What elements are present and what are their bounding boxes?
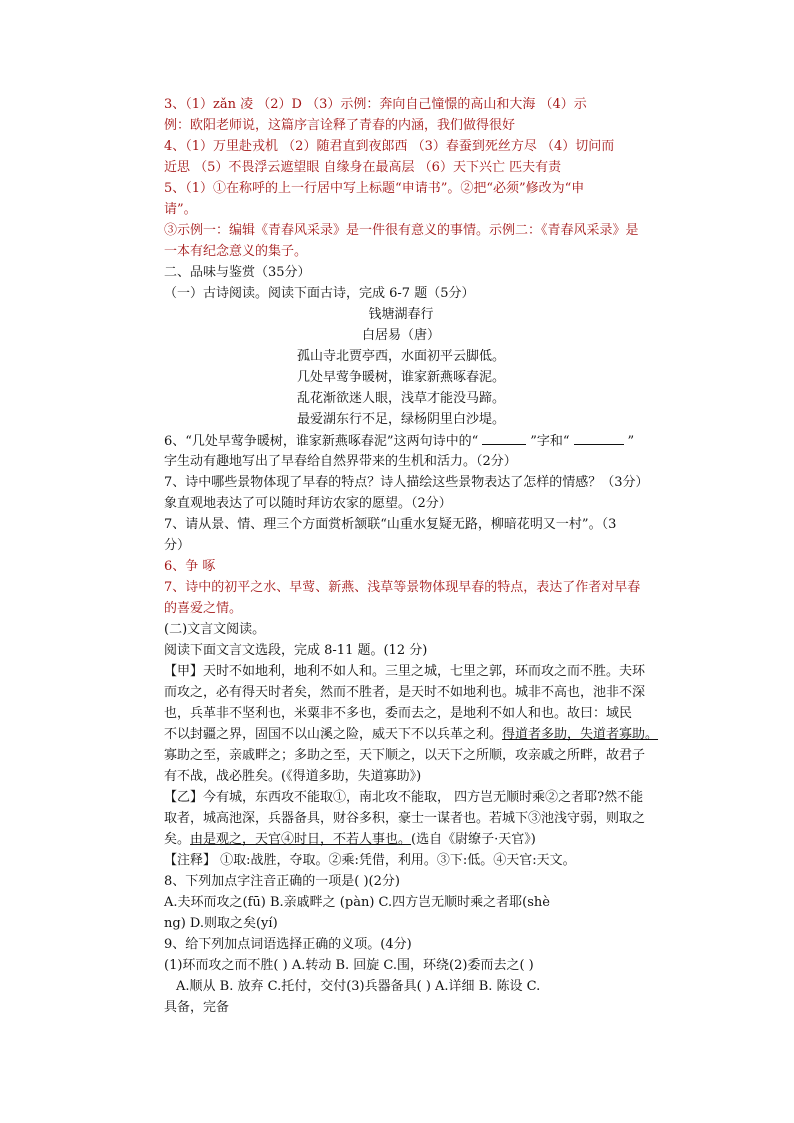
answer-5-line3: ③示例一：编辑《青春风采录》是一件很有意义的事情。示例二：《青春风采录》是: [164, 223, 639, 238]
question-8-options: A.夫环而攻之(fū) B.亲戚畔之 (pàn) C.四方岂无顺时乘之者耶(shè: [164, 895, 550, 910]
passage-jia-line: 有不战，战必胜矣。(《得道多助，失道寡助》): [164, 769, 422, 784]
underlined-sentence: 由是观之，天官④时日，不若人事也。: [190, 832, 412, 847]
answer-7-line2: 的喜爱之情。: [164, 601, 243, 616]
answer-7-line1: 7、诗中的初平之水、早莺、新燕、浅草等景物体现早春的特点，表达了作者对早春: [164, 580, 641, 595]
answer-3-line2: 例：欧阳老师说，这篇序言诠释了青春的内涵，我们做得很好: [164, 118, 516, 133]
question-6-line1: 6、“几处早莺争暖树，谁家新燕啄春泥”这两句诗中的“ ”字和“ ”: [164, 434, 635, 449]
answer-blank-2[interactable]: [574, 432, 624, 445]
question-7b-line1: 7、请从景、情、理三个方面赏析颔联“山重水复疑无路，柳暗花明又一村”。（3: [164, 517, 617, 532]
passage-jia-line: 寡助之至，亲戚畔之；多助之至，天下顺之，以天下之所顺，攻亲戚之所畔，故君子: [164, 748, 646, 763]
poem-line: 乱花渐欲迷人眼，浅草才能没马蹄。: [296, 391, 505, 406]
passage-jia-line: 也，兵革非不坚利也，米粟非不多也，委而去之，是地利不如人和也。故曰：域民: [164, 706, 633, 721]
question-8: 8、下列加点字注音正确的一项是( )(2分): [164, 874, 400, 889]
classical-intro: 阅读下面文言文选段，完成 8-11 题。(12 分): [164, 643, 428, 658]
passage-jia-line: 【甲】天时不如地利，地利不如人和。三里之城，七里之郭，环而攻之而不胜。夫环: [164, 664, 646, 679]
question-7-note: 象直观地表达了可以随时拜访农家的愿望。（2分）: [164, 496, 452, 511]
poem-title: 钱塘湖春行: [368, 307, 434, 322]
question-7b-line2: 分）: [164, 538, 191, 553]
answer-5-line4: 一本有纪念意义的集子。: [164, 244, 308, 259]
poem-line: 孤山寺北贾亭西，水面初平云脚低。: [296, 349, 505, 364]
poem-line: 几处早莺争暖树，谁家新燕啄春泥。: [296, 370, 505, 385]
answer-blank-1[interactable]: [482, 432, 526, 445]
section-heading: 二、品味与鉴赏（35分）: [164, 265, 311, 280]
annotations: 【注释】 ①取:战胜，夺取。②乘:凭借，利用。③下:低。④天官:天文。: [164, 853, 576, 868]
answer-4-line1: 4、（1）万里赴戎机 （2）随君直到夜郎西 （3）春蚕到死丝方尽 （4）切问而: [164, 139, 615, 154]
poem-line: 最爱湖东行不足，绿杨阴里白沙堤。: [296, 412, 505, 427]
poem-author: 白居易（唐）: [361, 328, 440, 343]
subsection-heading: （一）古诗阅读。阅读下面古诗，完成 6-7 题（5分）: [164, 286, 475, 301]
answer-3-line1: 3、（1）zǎn 凌 （2）D （3）示例：奔向自己憧憬的高山和大海 （4）示: [164, 97, 587, 112]
passage-yi-line: 矣。由是观之，天官④时日，不若人事也。(选自《尉缭子·天官》): [164, 832, 536, 847]
question-9-line1: (1)环而攻之而不胜( ) A.转动 B. 回旋 C.围，环绕(2)委而去之( ): [164, 958, 534, 973]
answer-5-line2: 请”。: [164, 202, 197, 217]
passage-yi-line: 【乙】今有城，东西攻不能取①，南北攻不能取， 四方岂无顺时乘②之者耶?然不能: [164, 790, 644, 805]
question-6-line2: 字生动有趣地写出了早春给自然界带来的生机和活力。（2分）: [164, 454, 517, 469]
classical-heading: (二)文言文阅读。: [164, 622, 266, 637]
passage-jia-line: 不以封疆之界，固国不以山溪之险，威天下不以兵革之利。得道者多助，失道者寡助。: [164, 727, 659, 742]
answer-5-line1: 5、（1）①在称呼的上一行居中写上标题“申请书”。②把“必须”修改为“申: [164, 181, 585, 196]
question-9: 9、给下列加点词语选择正确的义项。(4分): [164, 937, 412, 952]
passage-yi-line: 取者，城高池深，兵器备具，财谷多积，豪士一谋者也。若城下③池浅守弱，则取之: [164, 811, 646, 826]
answer-4-line2: 近思 （5）不畏浮云遮望眼 自缘身在最高层 （6）天下兴亡 匹夫有责: [164, 160, 562, 175]
underlined-sentence: 得道者多助，失道者寡助。: [502, 727, 659, 742]
question-9-line3: 具备，完备: [164, 1000, 230, 1015]
answer-6: 6、争 啄: [164, 559, 216, 574]
question-8-options-cont: ng) D.则取之矣(yí): [164, 916, 278, 931]
passage-jia-line: 而攻之，必有得天时者矣，然而不胜者，是天时不如地利也。城非不高也，池非不深: [164, 685, 646, 700]
question-7: 7、诗中哪些景物体现了早春的特点？诗人描绘这些景物表达了怎样的情感？（3分）: [164, 475, 649, 490]
question-9-line2: A.顺从 B. 放弃 C.托付，交付(3)兵器备具( ) A.详细 B. 陈设 C.: [176, 979, 541, 994]
